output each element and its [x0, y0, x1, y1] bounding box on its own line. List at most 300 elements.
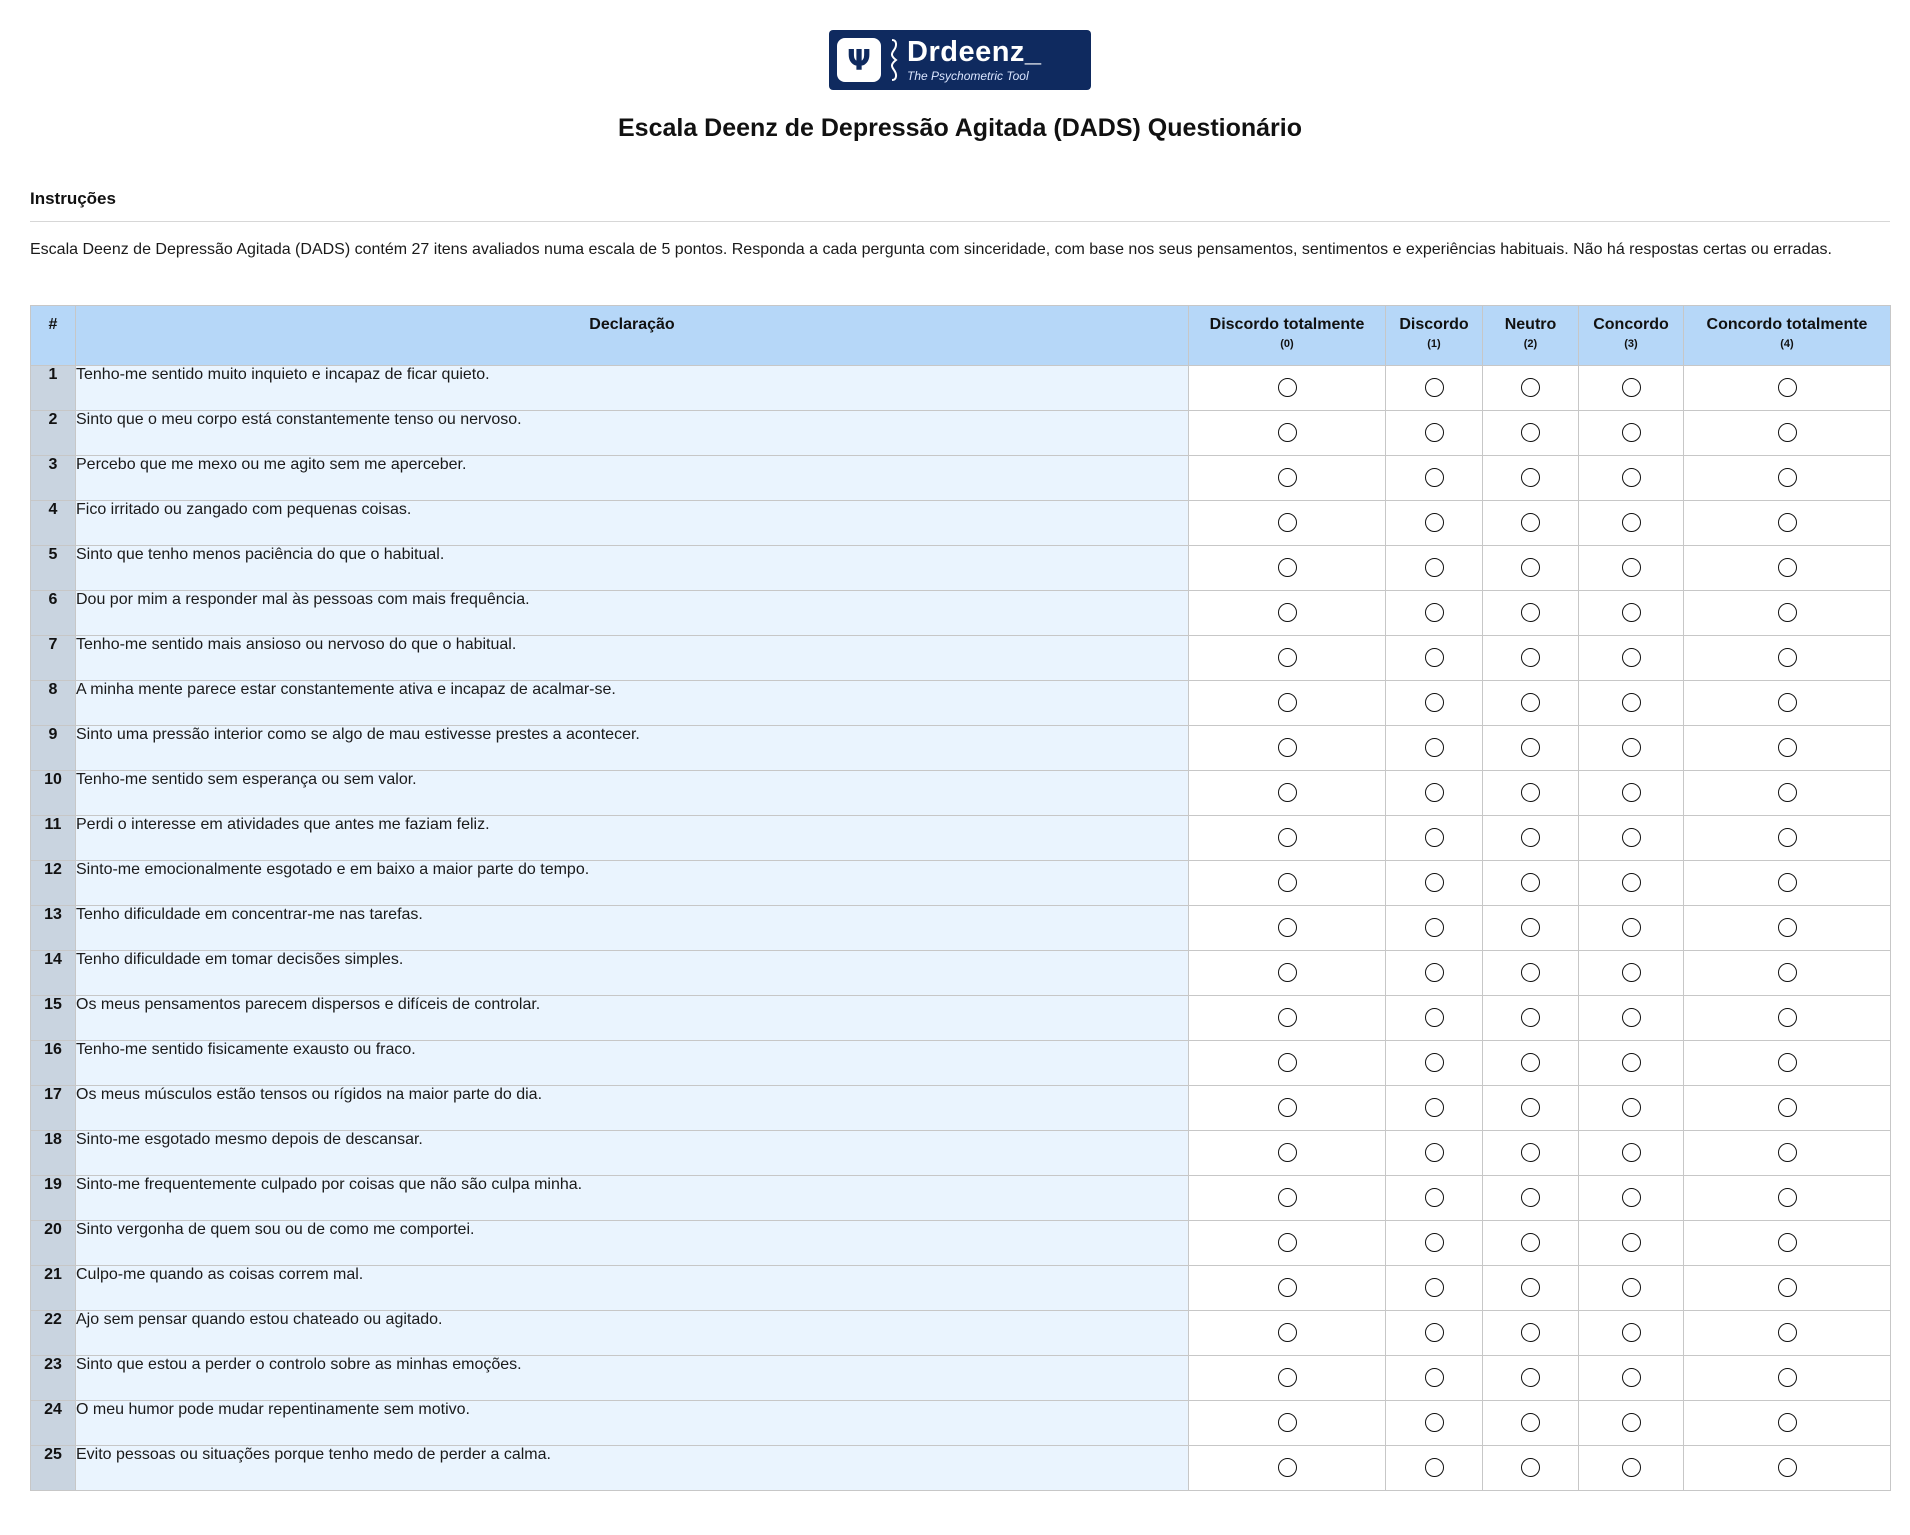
column-header-option [1483, 306, 1579, 366]
item-number: 22 [31, 1311, 76, 1356]
radio-button[interactable] [1278, 513, 1297, 532]
option-cell [1579, 546, 1684, 591]
radio-button[interactable] [1521, 828, 1540, 847]
option-cell [1483, 951, 1579, 996]
column-header-option [1684, 306, 1891, 366]
radio-button[interactable] [1622, 1008, 1641, 1027]
radio-button[interactable] [1622, 1323, 1641, 1342]
item-statement: Sinto-me frequentemente culpado por coisas que não são culpa minha. [76, 1176, 1189, 1221]
item-number: 19 [31, 1176, 76, 1221]
option-cell [1684, 1131, 1891, 1176]
item-statement: Tenho dificuldade em concentrar-me nas tarefas. [76, 906, 1189, 951]
item-statement: Dou por mim a responder mal às pessoas com mais frequência. [76, 591, 1189, 636]
item-statement: Tenho-me sentido fisicamente exausto ou fraco. [76, 1041, 1189, 1086]
radio-button[interactable] [1278, 918, 1297, 937]
option-cell [1386, 591, 1483, 636]
instructions-text: Escala Deenz de Depressão Agitada (DADS) contém 27 itens avaliados numa escala de 5 pontos. Responda a cada pergunta com sinceridade, com base nos seus pensamentos, sentimentos e experiências habituais. Não há respostas certas ou erradas. [30, 241, 1832, 258]
table-header [31, 306, 1891, 366]
option-cell [1386, 861, 1483, 906]
radio-button[interactable] [1278, 558, 1297, 577]
radio-button[interactable] [1278, 963, 1297, 982]
option-label: Concordo [1593, 316, 1669, 333]
option-cell [1579, 1356, 1684, 1401]
radio-button[interactable] [1521, 1098, 1540, 1117]
table-row [31, 1176, 1891, 1221]
radio-button[interactable] [1622, 1098, 1641, 1117]
table-row [31, 1311, 1891, 1356]
option-cell [1483, 456, 1579, 501]
option-cell [1483, 366, 1579, 411]
column-header-option [1189, 306, 1386, 366]
option-cell [1386, 996, 1483, 1041]
table-row [31, 501, 1891, 546]
option-cell [1483, 591, 1579, 636]
option-cell [1386, 951, 1483, 996]
item-statement: Tenho-me sentido sem esperança ou sem valor. [76, 771, 1189, 816]
radio-button[interactable] [1622, 1368, 1641, 1387]
item-number: 17 [31, 1086, 76, 1131]
table-row [31, 366, 1891, 411]
item-statement: Tenho-me sentido mais ansioso ou nervoso do que o habitual. [76, 636, 1189, 681]
option-cell [1483, 1221, 1579, 1266]
brand-logo [829, 30, 1091, 90]
radio-button[interactable] [1778, 423, 1797, 442]
table-row [31, 816, 1891, 861]
option-cell [1684, 411, 1891, 456]
radio-button[interactable] [1521, 1188, 1540, 1207]
option-cell [1189, 726, 1386, 771]
option-cell [1483, 861, 1579, 906]
radio-button[interactable] [1425, 423, 1444, 442]
option-score: (3) [1624, 338, 1638, 350]
radio-button[interactable] [1622, 918, 1641, 937]
item-number: 7 [31, 636, 76, 681]
item-number: 23 [31, 1356, 76, 1401]
radio-button[interactable] [1521, 783, 1540, 802]
radio-button[interactable] [1278, 828, 1297, 847]
radio-button[interactable] [1778, 828, 1797, 847]
item-number: 11 [31, 816, 76, 861]
option-cell [1579, 1176, 1684, 1221]
radio-button[interactable] [1778, 738, 1797, 757]
item-number: 12 [31, 861, 76, 906]
option-cell [1189, 1086, 1386, 1131]
option-cell [1189, 1266, 1386, 1311]
table-row [31, 1446, 1891, 1491]
option-cell [1189, 1401, 1386, 1446]
option-cell [1483, 1131, 1579, 1176]
option-cell [1483, 411, 1579, 456]
radio-button[interactable] [1425, 1368, 1444, 1387]
option-cell [1189, 1176, 1386, 1221]
radio-button[interactable] [1622, 1413, 1641, 1432]
radio-button[interactable] [1425, 783, 1444, 802]
option-cell [1189, 501, 1386, 546]
radio-button[interactable] [1425, 1143, 1444, 1162]
radio-button[interactable] [1425, 828, 1444, 847]
option-cell [1386, 681, 1483, 726]
radio-button[interactable] [1622, 828, 1641, 847]
option-cell [1189, 816, 1386, 861]
brace-icon [887, 38, 901, 82]
item-number: 5 [31, 546, 76, 591]
radio-button[interactable] [1521, 558, 1540, 577]
item-statement: Sinto que o meu corpo está constantemente tenso ou nervoso. [76, 411, 1189, 456]
radio-button[interactable] [1278, 1008, 1297, 1027]
option-cell [1579, 726, 1684, 771]
option-cell [1483, 726, 1579, 771]
option-cell [1483, 1356, 1579, 1401]
option-cell [1189, 366, 1386, 411]
radio-button[interactable] [1778, 378, 1797, 397]
radio-button[interactable] [1622, 423, 1641, 442]
option-cell [1189, 1041, 1386, 1086]
option-cell [1386, 411, 1483, 456]
item-number: 4 [31, 501, 76, 546]
option-cell [1579, 1311, 1684, 1356]
option-cell [1684, 546, 1891, 591]
option-cell [1579, 1086, 1684, 1131]
radio-button[interactable] [1278, 468, 1297, 487]
radio-button[interactable] [1425, 468, 1444, 487]
option-cell [1386, 816, 1483, 861]
option-cell [1579, 1446, 1684, 1491]
item-statement: Evito pessoas ou situações porque tenho medo de perder a calma. [76, 1446, 1189, 1491]
option-cell [1684, 1086, 1891, 1131]
radio-button[interactable] [1425, 1458, 1444, 1477]
table-row [31, 726, 1891, 771]
option-cell [1189, 1446, 1386, 1491]
radio-button[interactable] [1622, 873, 1641, 892]
radio-button[interactable] [1425, 558, 1444, 577]
radio-button[interactable] [1278, 1278, 1297, 1297]
radio-button[interactable] [1521, 1053, 1540, 1072]
radio-button[interactable] [1278, 1368, 1297, 1387]
option-label: Concordo totalmente [1706, 316, 1868, 333]
radio-button[interactable] [1778, 963, 1797, 982]
item-statement: Sinto que tenho menos paciência do que o habitual. [76, 546, 1189, 591]
radio-button[interactable] [1425, 693, 1444, 712]
radio-button[interactable] [1778, 648, 1797, 667]
option-cell [1579, 861, 1684, 906]
table-row [31, 1041, 1891, 1086]
radio-button[interactable] [1622, 738, 1641, 757]
radio-button[interactable] [1521, 1368, 1540, 1387]
option-cell [1483, 816, 1579, 861]
radio-button[interactable] [1521, 1008, 1540, 1027]
column-header-number: # [31, 306, 76, 366]
option-cell [1483, 771, 1579, 816]
radio-button[interactable] [1778, 873, 1797, 892]
item-statement: Sinto vergonha de quem sou ou de como me comportei. [76, 1221, 1189, 1266]
option-cell [1579, 951, 1684, 996]
radio-button[interactable] [1278, 423, 1297, 442]
item-statement: Fico irritado ou zangado com pequenas coisas. [76, 501, 1189, 546]
radio-button[interactable] [1521, 468, 1540, 487]
item-statement: Perdi o interesse em atividades que antes me faziam feliz. [76, 816, 1189, 861]
radio-button[interactable] [1278, 1458, 1297, 1477]
radio-button[interactable] [1425, 738, 1444, 757]
option-cell [1483, 681, 1579, 726]
questionnaire-table [30, 305, 1891, 1491]
radio-button[interactable] [1778, 1143, 1797, 1162]
option-cell [1386, 1356, 1483, 1401]
item-statement: Tenho-me sentido muito inquieto e incapaz de ficar quieto. [76, 366, 1189, 411]
option-cell [1189, 456, 1386, 501]
option-cell [1189, 546, 1386, 591]
radio-button[interactable] [1778, 693, 1797, 712]
item-number: 10 [31, 771, 76, 816]
table-row [31, 1131, 1891, 1176]
radio-button[interactable] [1425, 1098, 1444, 1117]
item-statement: Tenho dificuldade em tomar decisões simples. [76, 951, 1189, 996]
radio-button[interactable] [1278, 378, 1297, 397]
option-cell [1386, 1266, 1483, 1311]
option-cell [1386, 546, 1483, 591]
radio-button[interactable] [1278, 1413, 1297, 1432]
radio-button[interactable] [1278, 1188, 1297, 1207]
header-row [31, 306, 1891, 366]
option-cell [1189, 951, 1386, 996]
radio-button[interactable] [1622, 693, 1641, 712]
radio-button[interactable] [1425, 1008, 1444, 1027]
radio-button[interactable] [1521, 1278, 1540, 1297]
radio-button[interactable] [1521, 963, 1540, 982]
radio-button[interactable] [1425, 378, 1444, 397]
radio-button[interactable] [1778, 1098, 1797, 1117]
item-number: 25 [31, 1446, 76, 1491]
radio-button[interactable] [1778, 513, 1797, 532]
option-cell [1386, 366, 1483, 411]
option-cell [1483, 1266, 1579, 1311]
radio-button[interactable] [1622, 1278, 1641, 1297]
option-cell [1483, 636, 1579, 681]
radio-button[interactable] [1521, 378, 1540, 397]
option-score: (1) [1427, 338, 1441, 350]
radio-button[interactable] [1521, 648, 1540, 667]
option-cell [1684, 366, 1891, 411]
option-cell [1579, 411, 1684, 456]
column-header-statement: Declaração [76, 306, 1189, 366]
radio-button[interactable] [1425, 963, 1444, 982]
option-cell [1579, 1041, 1684, 1086]
radio-button[interactable] [1622, 603, 1641, 622]
radio-button[interactable] [1425, 1278, 1444, 1297]
radio-button[interactable] [1778, 1278, 1797, 1297]
radio-button[interactable] [1622, 648, 1641, 667]
option-cell [1684, 1401, 1891, 1446]
option-cell [1579, 366, 1684, 411]
option-cell [1386, 771, 1483, 816]
radio-button[interactable] [1521, 423, 1540, 442]
radio-button[interactable] [1425, 1188, 1444, 1207]
option-cell [1386, 456, 1483, 501]
option-cell [1483, 1086, 1579, 1131]
table-row [31, 411, 1891, 456]
radio-button[interactable] [1278, 693, 1297, 712]
item-number: 20 [31, 1221, 76, 1266]
option-cell [1483, 1446, 1579, 1491]
table-row [31, 951, 1891, 996]
option-score: (0) [1280, 338, 1294, 350]
radio-button[interactable] [1425, 1053, 1444, 1072]
option-cell [1189, 591, 1386, 636]
option-cell [1189, 681, 1386, 726]
option-cell [1579, 816, 1684, 861]
item-number: 16 [31, 1041, 76, 1086]
radio-button[interactable] [1521, 1413, 1540, 1432]
radio-button[interactable] [1521, 738, 1540, 757]
option-cell [1684, 951, 1891, 996]
radio-button[interactable] [1778, 1053, 1797, 1072]
radio-button[interactable] [1278, 603, 1297, 622]
radio-button[interactable] [1622, 468, 1641, 487]
radio-button[interactable] [1778, 1368, 1797, 1387]
radio-button[interactable] [1778, 1008, 1797, 1027]
table-row [31, 906, 1891, 951]
radio-button[interactable] [1778, 1458, 1797, 1477]
radio-button[interactable] [1425, 513, 1444, 532]
option-cell [1189, 861, 1386, 906]
radio-button[interactable] [1521, 918, 1540, 937]
item-number: 14 [31, 951, 76, 996]
radio-button[interactable] [1425, 1323, 1444, 1342]
radio-button[interactable] [1425, 873, 1444, 892]
radio-button[interactable] [1278, 1323, 1297, 1342]
item-statement: Sinto uma pressão interior como se algo de mau estivesse prestes a acontecer. [76, 726, 1189, 771]
table-row [31, 1356, 1891, 1401]
radio-button[interactable] [1425, 603, 1444, 622]
item-number: 1 [31, 366, 76, 411]
option-cell [1579, 456, 1684, 501]
option-cell [1684, 1311, 1891, 1356]
option-cell [1684, 861, 1891, 906]
radio-button[interactable] [1622, 558, 1641, 577]
radio-button[interactable] [1425, 918, 1444, 937]
option-cell [1386, 636, 1483, 681]
option-cell [1386, 1086, 1483, 1131]
radio-button[interactable] [1278, 1098, 1297, 1117]
radio-button[interactable] [1521, 1143, 1540, 1162]
radio-button[interactable] [1521, 1458, 1540, 1477]
radio-button[interactable] [1622, 1458, 1641, 1477]
item-number: 3 [31, 456, 76, 501]
item-number: 15 [31, 996, 76, 1041]
item-number: 8 [31, 681, 76, 726]
option-cell [1684, 906, 1891, 951]
table-row [31, 591, 1891, 636]
radio-button[interactable] [1425, 1233, 1444, 1252]
option-cell [1189, 1131, 1386, 1176]
column-header-option [1579, 306, 1684, 366]
option-cell [1684, 1176, 1891, 1221]
radio-button[interactable] [1778, 603, 1797, 622]
psi-logo-icon: Ψ [837, 38, 881, 82]
option-cell [1684, 1356, 1891, 1401]
radio-button[interactable] [1778, 1413, 1797, 1432]
radio-button[interactable] [1278, 783, 1297, 802]
radio-button[interactable] [1622, 1053, 1641, 1072]
divider [30, 221, 1890, 222]
radio-button[interactable] [1622, 1143, 1641, 1162]
radio-button[interactable] [1622, 513, 1641, 532]
radio-button[interactable] [1622, 1233, 1641, 1252]
radio-button[interactable] [1425, 648, 1444, 667]
radio-button[interactable] [1622, 1188, 1641, 1207]
option-cell [1579, 1221, 1684, 1266]
logo-banner [829, 30, 1091, 90]
radio-button[interactable] [1622, 783, 1641, 802]
option-cell [1483, 546, 1579, 591]
item-statement: Sinto que estou a perder o controlo sobre as minhas emoções. [76, 1356, 1189, 1401]
option-cell [1579, 636, 1684, 681]
brand-name: Drdeenz_ [907, 36, 1042, 68]
radio-button[interactable] [1778, 783, 1797, 802]
radio-button[interactable] [1521, 1323, 1540, 1342]
radio-button[interactable] [1622, 378, 1641, 397]
radio-button[interactable] [1278, 738, 1297, 757]
logo-text [907, 38, 1042, 82]
option-score: (4) [1780, 338, 1794, 350]
radio-button[interactable] [1521, 693, 1540, 712]
option-cell [1189, 411, 1386, 456]
option-cell [1579, 501, 1684, 546]
table-row [31, 681, 1891, 726]
radio-button[interactable] [1278, 1053, 1297, 1072]
radio-button[interactable] [1425, 1413, 1444, 1432]
table-row [31, 636, 1891, 681]
radio-button[interactable] [1622, 963, 1641, 982]
item-number: 2 [31, 411, 76, 456]
radio-button[interactable] [1278, 1233, 1297, 1252]
radio-button[interactable] [1521, 513, 1540, 532]
radio-button[interactable] [1778, 1188, 1797, 1207]
radio-button[interactable] [1778, 468, 1797, 487]
option-cell [1684, 1221, 1891, 1266]
radio-button[interactable] [1778, 1233, 1797, 1252]
radio-button[interactable] [1778, 918, 1797, 937]
option-cell [1386, 1446, 1483, 1491]
item-number: 6 [31, 591, 76, 636]
radio-button[interactable] [1778, 1323, 1797, 1342]
radio-button[interactable] [1521, 873, 1540, 892]
option-cell [1386, 1311, 1483, 1356]
item-statement: O meu humor pode mudar repentinamente sem motivo. [76, 1401, 1189, 1446]
option-cell [1684, 681, 1891, 726]
option-score: (2) [1523, 338, 1538, 350]
instructions-heading: Instruções [30, 189, 116, 208]
option-cell [1386, 1176, 1483, 1221]
option-cell [1579, 906, 1684, 951]
table-row [31, 771, 1891, 816]
option-label: Discordo totalmente [1209, 316, 1365, 333]
radio-button[interactable] [1521, 603, 1540, 622]
radio-button[interactable] [1278, 1143, 1297, 1162]
item-statement: Sinto-me esgotado mesmo depois de descansar. [76, 1131, 1189, 1176]
option-cell [1684, 996, 1891, 1041]
radio-button[interactable] [1521, 1233, 1540, 1252]
item-number: 21 [31, 1266, 76, 1311]
option-cell [1684, 1446, 1891, 1491]
option-cell [1386, 1131, 1483, 1176]
radio-button[interactable] [1278, 873, 1297, 892]
option-cell [1189, 636, 1386, 681]
table-row [31, 861, 1891, 906]
option-cell [1386, 1041, 1483, 1086]
radio-button[interactable] [1778, 558, 1797, 577]
radio-button[interactable] [1278, 648, 1297, 667]
option-cell [1579, 1401, 1684, 1446]
